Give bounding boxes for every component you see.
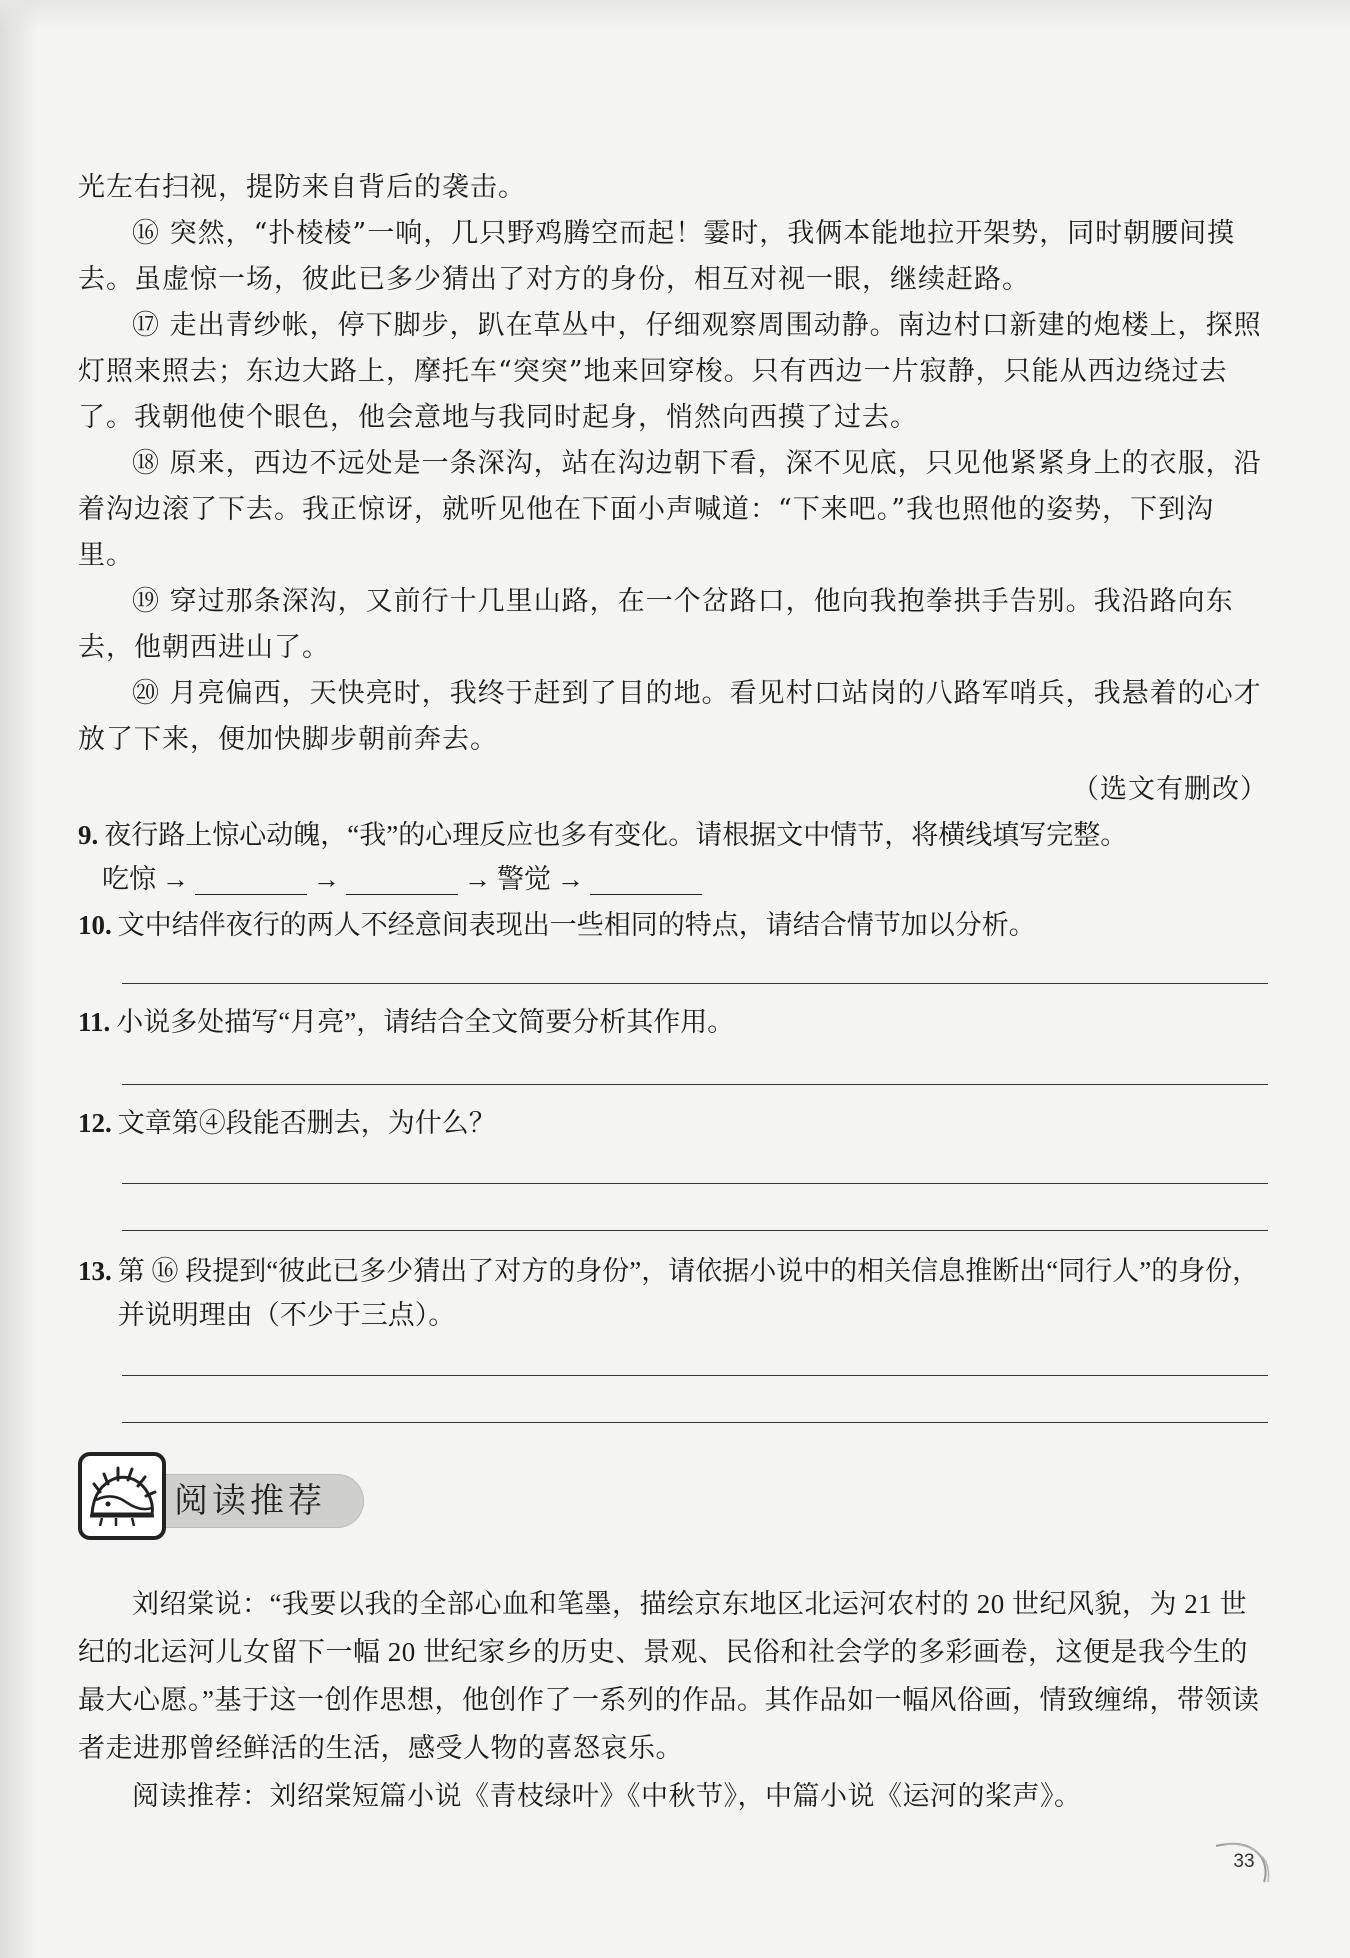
page-edge-shadow xyxy=(0,0,38,1958)
story-paragraph: ⑯ 突然，“扑棱棱”一响，几只野鸡腾空而起！霎时，我俩本能地拉开架势，同时朝腰间摸去。虽虚惊一场，彼此已多少猜出了对方的身份，相互对视一眼，继续赶路。 xyxy=(78,218,1236,295)
question-12 xyxy=(78,1101,1268,1145)
page-number-text: 33 xyxy=(1233,1851,1255,1872)
chain-start: 吃惊 xyxy=(102,864,156,894)
question-9 xyxy=(78,813,1268,857)
question-text: 文章第④段能否删去，为什么？ xyxy=(117,1108,496,1138)
worksheet-content xyxy=(78,165,1268,1423)
arrow-icon: → xyxy=(313,864,340,894)
chain-middle: 警觉 xyxy=(497,864,551,894)
answer-line[interactable] xyxy=(122,983,1268,984)
story-paragraph: ⑲ 穿过那条深沟，又前行十几里山路，在一个岔路口，他向我抱拳拱手告别。我沿路向东去，他朝西进山了。 xyxy=(78,586,1234,663)
emotion-chain xyxy=(78,857,1268,901)
section-title: 阅读推荐 xyxy=(174,1481,326,1521)
story-text xyxy=(78,165,1268,813)
page-top-shadow xyxy=(0,0,1350,30)
question-number: 9. xyxy=(78,820,99,850)
answer-line[interactable] xyxy=(122,1422,1268,1423)
story-paragraph: 光左右扫视，提防来自背后的袭击。 xyxy=(78,172,526,203)
question-text: 小说多处描写“月亮”，请结合全文简要分析其作用。 xyxy=(116,1007,735,1037)
fill-blank-2[interactable] xyxy=(346,864,458,895)
question-number: 13. xyxy=(78,1256,112,1286)
story-paragraph: ⑳ 月亮偏西，天快亮时，我终于赶到了目的地。看见村口站岗的八路军哨兵，我悬着的心才放了下来，便加快脚步朝前奔去。 xyxy=(78,678,1262,755)
arrow-icon: → xyxy=(162,864,189,894)
answer-line[interactable] xyxy=(122,1084,1268,1085)
question-10 xyxy=(78,903,1268,947)
page-number xyxy=(1218,1840,1270,1884)
question-text: 文中结伴夜行的两人不经意间表现出一些相同的特点，请结合情节加以分析。 xyxy=(117,910,1036,940)
recommendation-paragraph: 刘绍棠说：“我要以我的全部心血和笔墨，描绘京东地区北运河农村的 20 世纪风貌，为 21 世纪的北运河儿女留下一幅 20 世纪家乡的历史、景观、民俗和社会学的多彩画卷，这便是我今生的最大心愿。”基于这一创作思想，他创作了一系列的作品。其作品如一幅风俗画，情致缠绵，带领读者走进那曾经鲜活的生活，感受人物的喜怒哀乐。 xyxy=(78,1589,1260,1763)
answer-line[interactable] xyxy=(122,1183,1268,1184)
arrow-icon: → xyxy=(557,864,584,894)
story-paragraph: ⑰ 走出青纱帐，停下脚步，趴在草丛中，仔细观察周围动静。南边村口新建的炮楼上，探照灯照来照去；东边大路上，摩托车“突突”地来回穿梭。只有西边一片寂静，只能从西边绕过去了。我朝他使个眼色，他会意地与我同时起身，悄然向西摸了过去。 xyxy=(78,310,1262,433)
question-number: 11. xyxy=(78,1007,111,1037)
question-number: 12. xyxy=(78,1108,112,1138)
question-text: 夜行路上惊心动魄，“我”的心理反应也多有变化。请根据文中情节，将横线填写完整。 xyxy=(104,820,1128,850)
source-note: （选文有删改） xyxy=(1072,774,1268,805)
reading-recommendation xyxy=(78,1580,1268,1820)
section-banner xyxy=(78,1452,368,1540)
answer-line[interactable] xyxy=(122,1375,1268,1376)
question-text: 第 ⑯ 段提到“彼此已多少猜出了对方的身份”，请依据小说中的相关信息推断出“同行人”的身份，并说明理由（不少于三点）。 xyxy=(117,1256,1260,1330)
question-13 xyxy=(78,1249,1268,1337)
story-paragraph: ⑱ 原来，西边不远处是一条深沟，站在沟边朝下看，深不见底，只见他紧紧身上的衣服，沿着沟边滚了下去。我正惊讶，就听见他在下面小声喊道：“下来吧。”我也照他的姿势，下到沟里。 xyxy=(78,448,1262,571)
arrow-icon: → xyxy=(464,864,491,894)
answer-line[interactable] xyxy=(122,1230,1268,1231)
question-number: 10. xyxy=(78,910,112,940)
fill-blank-3[interactable] xyxy=(590,864,702,895)
fill-blank-1[interactable] xyxy=(195,864,307,895)
hedgehog-icon xyxy=(78,1452,166,1540)
recommendation-paragraph: 阅读推荐：刘绍棠短篇小说《青枝绿叶》《中秋节》，中篇小说《运河的桨声》。 xyxy=(132,1781,1082,1811)
question-11 xyxy=(78,1000,1268,1044)
